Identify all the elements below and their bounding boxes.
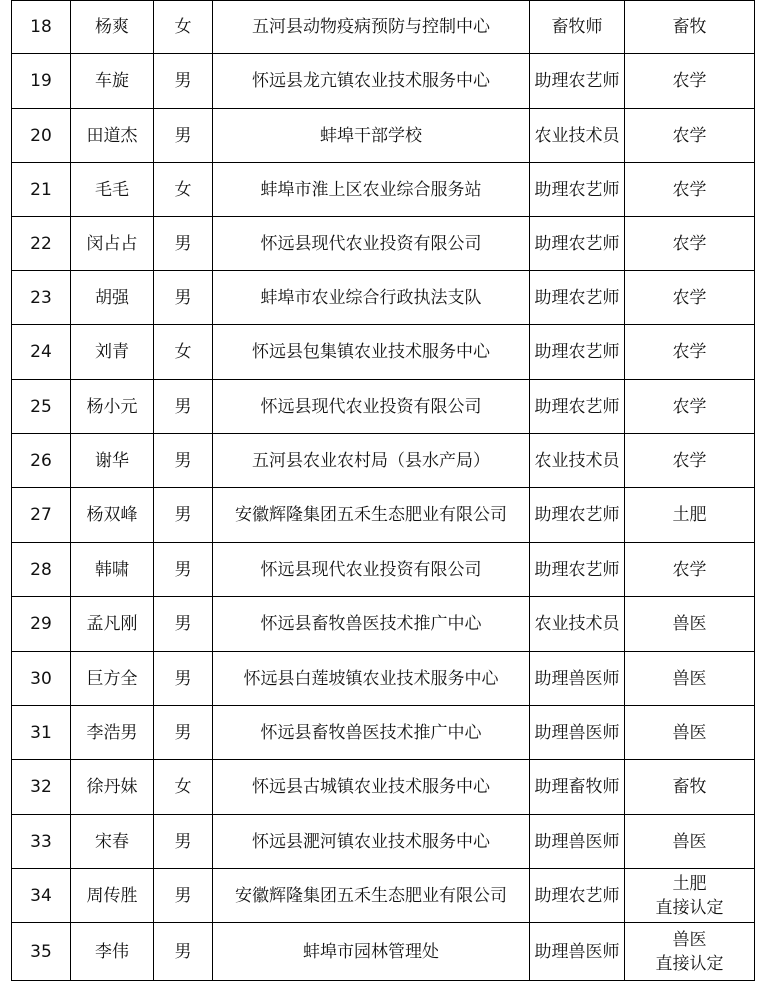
job-title-text: 农业技术员 — [534, 614, 620, 634]
gender-text: 男 — [174, 614, 192, 634]
row-number-text: 18 — [30, 17, 52, 37]
row-number-text: 26 — [30, 450, 52, 471]
person-name-text: 闵占占 — [86, 233, 138, 254]
table-row — [12, 923, 755, 981]
major-cell — [625, 380, 755, 434]
job-title-text: 助理农艺师 — [534, 396, 620, 417]
person-name-cell — [71, 434, 154, 488]
row-number-text: 25 — [30, 396, 52, 417]
job-title-cell — [530, 163, 625, 217]
work-unit-cell — [213, 271, 530, 325]
work-unit-cell — [213, 380, 530, 434]
person-name-text: 毛毛 — [95, 179, 129, 200]
gender-text: 男 — [174, 559, 192, 580]
major-text: 兽医 — [672, 929, 707, 950]
table-row — [12, 217, 755, 271]
person-name-cell — [71, 706, 154, 760]
major-cell — [625, 815, 755, 869]
job-title-text: 助理兽医师 — [534, 831, 620, 852]
job-title-text: 助理农艺师 — [534, 71, 620, 91]
person-name-text: 杨爽 — [95, 17, 129, 37]
work-unit-cell — [213, 1, 530, 54]
job-title-cell — [530, 815, 625, 869]
job-title-text: 助理兽医师 — [534, 668, 620, 689]
work-unit-text: 蚌埠干部学校 — [320, 125, 422, 146]
major-text: 农学 — [672, 342, 707, 362]
major-cell — [625, 543, 755, 597]
row-number-cell — [12, 597, 71, 652]
row-number-cell — [12, 109, 71, 163]
gender-cell — [154, 923, 213, 981]
gender-text: 男 — [174, 287, 192, 308]
person-name-cell — [71, 869, 154, 923]
row-number-cell — [12, 54, 71, 109]
job-title-cell — [530, 380, 625, 434]
job-title-cell — [530, 597, 625, 652]
work-unit-text: 怀远县现代农业投资有限公司 — [260, 233, 482, 254]
job-title-text: 助理农艺师 — [534, 342, 620, 362]
gender-text: 男 — [174, 233, 192, 254]
work-unit-text: 怀远县包集镇农业技术服务中心 — [252, 342, 490, 362]
work-unit-cell — [213, 163, 530, 217]
table-row — [12, 54, 755, 109]
person-name-cell — [71, 271, 154, 325]
job-title-cell — [530, 869, 625, 923]
row-number-text: 34 — [30, 885, 52, 906]
gender-text: 男 — [174, 125, 192, 146]
person-name-text: 谢华 — [95, 450, 129, 471]
table-row — [12, 815, 755, 869]
job-title-cell — [530, 543, 625, 597]
job-title-cell — [530, 434, 625, 488]
work-unit-text: 怀远县现代农业投资有限公司 — [260, 559, 482, 580]
work-unit-cell — [213, 488, 530, 543]
table-row — [12, 488, 755, 543]
major-cell — [625, 760, 755, 815]
major-cell — [625, 869, 755, 923]
row-number-text: 32 — [30, 777, 52, 797]
row-number-cell — [12, 271, 71, 325]
gender-cell — [154, 380, 213, 434]
major-cell — [625, 54, 755, 109]
work-unit-cell — [213, 543, 530, 597]
note-text: 直接认定 — [655, 953, 724, 974]
job-title-text: 畜牧师 — [551, 17, 603, 37]
job-title-cell — [530, 54, 625, 109]
table-row — [12, 652, 755, 706]
person-name-text: 胡强 — [95, 287, 129, 308]
gender-cell — [154, 271, 213, 325]
work-unit-text: 安徽辉隆集团五禾生态肥业有限公司 — [235, 885, 507, 906]
table-row — [12, 434, 755, 488]
work-unit-text: 怀远县龙亢镇农业技术服务中心 — [252, 71, 490, 91]
gender-text: 男 — [174, 505, 192, 525]
table-row — [12, 109, 755, 163]
gender-cell — [154, 815, 213, 869]
job-title-cell — [530, 652, 625, 706]
row-number-cell — [12, 325, 71, 380]
gender-text: 女 — [174, 17, 192, 37]
row-number-cell — [12, 1, 71, 54]
work-unit-text: 怀远县白莲坡镇农业技术服务中心 — [243, 668, 499, 689]
job-title-text: 农业技术员 — [534, 450, 620, 471]
person-name-text: 田道杰 — [86, 125, 138, 146]
job-title-text: 助理农艺师 — [534, 559, 620, 580]
table-row — [12, 380, 755, 434]
person-name-cell — [71, 652, 154, 706]
major-text: 畜牧 — [672, 17, 707, 37]
major-text: 农学 — [672, 396, 707, 417]
gender-text: 男 — [174, 450, 192, 471]
work-unit-cell — [213, 760, 530, 815]
gender-cell — [154, 543, 213, 597]
job-title-cell — [530, 109, 625, 163]
major-text: 农学 — [672, 125, 707, 146]
row-number-text: 22 — [30, 233, 52, 254]
gender-text: 男 — [174, 941, 192, 962]
person-name-cell — [71, 815, 154, 869]
gender-text: 女 — [174, 179, 192, 200]
person-name-cell — [71, 488, 154, 543]
major-cell — [625, 923, 755, 981]
table-row — [12, 163, 755, 217]
gender-cell — [154, 488, 213, 543]
row-number-text: 27 — [30, 505, 52, 525]
work-unit-cell — [213, 434, 530, 488]
person-name-cell — [71, 217, 154, 271]
row-number-cell — [12, 163, 71, 217]
person-name-cell — [71, 54, 154, 109]
work-unit-text: 蚌埠市农业综合行政执法支队 — [260, 287, 482, 308]
gender-cell — [154, 434, 213, 488]
row-number-cell — [12, 706, 71, 760]
major-text: 农学 — [672, 233, 707, 254]
job-title-text: 助理农艺师 — [534, 505, 620, 525]
major-cell — [625, 325, 755, 380]
job-title-text: 助理农艺师 — [534, 885, 620, 906]
row-number-text: 20 — [30, 125, 52, 146]
gender-cell — [154, 706, 213, 760]
work-unit-text: 五河县农业农村局（县水产局） — [252, 450, 490, 471]
row-number-cell — [12, 543, 71, 597]
person-name-cell — [71, 1, 154, 54]
personnel-table — [11, 0, 755, 981]
major-text: 土肥 — [672, 873, 707, 894]
row-number-cell — [12, 815, 71, 869]
person-name-text: 宋春 — [95, 831, 129, 852]
work-unit-text: 怀远县古城镇农业技术服务中心 — [252, 777, 490, 797]
row-number-text: 33 — [30, 831, 52, 852]
job-title-text: 助理农艺师 — [534, 287, 620, 308]
person-name-text: 李浩男 — [86, 722, 138, 743]
major-cell — [625, 652, 755, 706]
person-name-text: 孟凡刚 — [86, 614, 138, 634]
work-unit-text: 五河县动物疫病预防与控制中心 — [252, 17, 490, 37]
gender-cell — [154, 217, 213, 271]
person-name-text: 车旋 — [95, 71, 129, 91]
person-name-text: 李伟 — [95, 941, 129, 962]
table-row — [12, 706, 755, 760]
major-text: 农学 — [672, 559, 707, 580]
work-unit-cell — [213, 217, 530, 271]
major-cell — [625, 706, 755, 760]
person-name-cell — [71, 543, 154, 597]
row-number-text: 28 — [30, 559, 52, 580]
row-number-cell — [12, 923, 71, 981]
gender-text: 女 — [174, 342, 192, 362]
table-row — [12, 543, 755, 597]
gender-cell — [154, 109, 213, 163]
person-name-text: 巨方全 — [86, 668, 138, 689]
work-unit-cell — [213, 109, 530, 163]
job-title-cell — [530, 325, 625, 380]
gender-text: 男 — [174, 885, 192, 906]
gender-cell — [154, 325, 213, 380]
work-unit-cell — [213, 815, 530, 869]
job-title-cell — [530, 488, 625, 543]
work-unit-text: 怀远县畜牧兽医技术推广中心 — [260, 722, 482, 743]
table-row — [12, 597, 755, 652]
gender-cell — [154, 869, 213, 923]
row-number-text: 30 — [30, 668, 52, 689]
job-title-cell — [530, 706, 625, 760]
person-name-cell — [71, 923, 154, 981]
major-cell — [625, 217, 755, 271]
job-title-cell — [530, 217, 625, 271]
person-name-cell — [71, 163, 154, 217]
gender-text: 男 — [174, 722, 192, 743]
row-number-cell — [12, 380, 71, 434]
work-unit-cell — [213, 597, 530, 652]
work-unit-cell — [213, 869, 530, 923]
major-text: 土肥 — [672, 505, 707, 525]
work-unit-text: 蚌埠市淮上区农业综合服务站 — [260, 179, 482, 200]
major-text: 兽医 — [672, 831, 707, 852]
work-unit-text: 蚌埠市园林管理处 — [303, 941, 439, 962]
person-name-text: 刘青 — [95, 342, 129, 362]
person-name-text: 周传胜 — [86, 885, 138, 906]
person-name-cell — [71, 109, 154, 163]
major-text: 兽医 — [672, 614, 707, 634]
person-name-text: 杨双峰 — [86, 505, 138, 525]
major-text: 兽医 — [672, 668, 707, 689]
job-title-cell — [530, 923, 625, 981]
work-unit-cell — [213, 54, 530, 109]
table-row — [12, 325, 755, 380]
table-row — [12, 869, 755, 923]
table-row — [12, 760, 755, 815]
gender-cell — [154, 597, 213, 652]
gender-cell — [154, 1, 213, 54]
row-number-cell — [12, 869, 71, 923]
row-number-cell — [12, 217, 71, 271]
gender-text: 男 — [174, 668, 192, 689]
row-number-text: 23 — [30, 287, 52, 308]
row-number-cell — [12, 760, 71, 815]
major-text: 农学 — [672, 71, 707, 91]
job-title-text: 助理兽医师 — [534, 722, 620, 743]
person-name-cell — [71, 325, 154, 380]
gender-cell — [154, 163, 213, 217]
major-cell — [625, 271, 755, 325]
job-title-text: 助理兽医师 — [534, 941, 620, 962]
job-title-text: 助理农艺师 — [534, 179, 620, 200]
work-unit-cell — [213, 325, 530, 380]
job-title-cell — [530, 760, 625, 815]
job-title-cell — [530, 271, 625, 325]
major-cell — [625, 434, 755, 488]
gender-cell — [154, 652, 213, 706]
gender-cell — [154, 54, 213, 109]
person-name-cell — [71, 760, 154, 815]
major-cell — [625, 163, 755, 217]
gender-text: 男 — [174, 71, 192, 91]
gender-text: 男 — [174, 831, 192, 852]
major-text: 农学 — [672, 450, 707, 471]
note-text: 直接认定 — [655, 897, 724, 918]
gender-text: 女 — [174, 777, 192, 797]
work-unit-text: 怀远县现代农业投资有限公司 — [260, 396, 482, 417]
major-text: 农学 — [672, 287, 707, 308]
row-number-text: 31 — [30, 722, 52, 743]
person-name-text: 杨小元 — [86, 396, 138, 417]
table-row — [12, 271, 755, 325]
person-name-cell — [71, 597, 154, 652]
gender-cell — [154, 760, 213, 815]
row-number-text: 21 — [30, 179, 52, 200]
row-number-text: 24 — [30, 342, 52, 362]
major-text: 畜牧 — [672, 777, 707, 797]
work-unit-cell — [213, 652, 530, 706]
work-unit-text: 怀远县畜牧兽医技术推广中心 — [260, 614, 482, 634]
row-number-text: 29 — [30, 614, 52, 634]
person-name-text: 韩啸 — [95, 559, 129, 580]
table-row — [12, 1, 755, 54]
job-title-cell — [530, 1, 625, 54]
row-number-cell — [12, 488, 71, 543]
major-cell — [625, 597, 755, 652]
person-name-cell — [71, 380, 154, 434]
person-name-text: 徐丹妹 — [86, 777, 138, 797]
major-cell — [625, 109, 755, 163]
table-body — [12, 1, 755, 981]
job-title-text: 助理农艺师 — [534, 233, 620, 254]
work-unit-cell — [213, 923, 530, 981]
work-unit-cell — [213, 706, 530, 760]
row-number-cell — [12, 434, 71, 488]
job-title-text: 助理畜牧师 — [534, 777, 620, 797]
work-unit-text: 怀远县淝河镇农业技术服务中心 — [252, 831, 490, 852]
row-number-cell — [12, 652, 71, 706]
work-unit-text: 安徽辉隆集团五禾生态肥业有限公司 — [235, 505, 507, 525]
major-text: 农学 — [672, 179, 707, 200]
job-title-text: 农业技术员 — [534, 125, 620, 146]
major-text: 兽医 — [672, 722, 707, 743]
major-cell — [625, 488, 755, 543]
major-cell — [625, 1, 755, 54]
row-number-text: 19 — [30, 71, 52, 91]
row-number-text: 35 — [30, 941, 52, 962]
gender-text: 男 — [174, 396, 192, 417]
